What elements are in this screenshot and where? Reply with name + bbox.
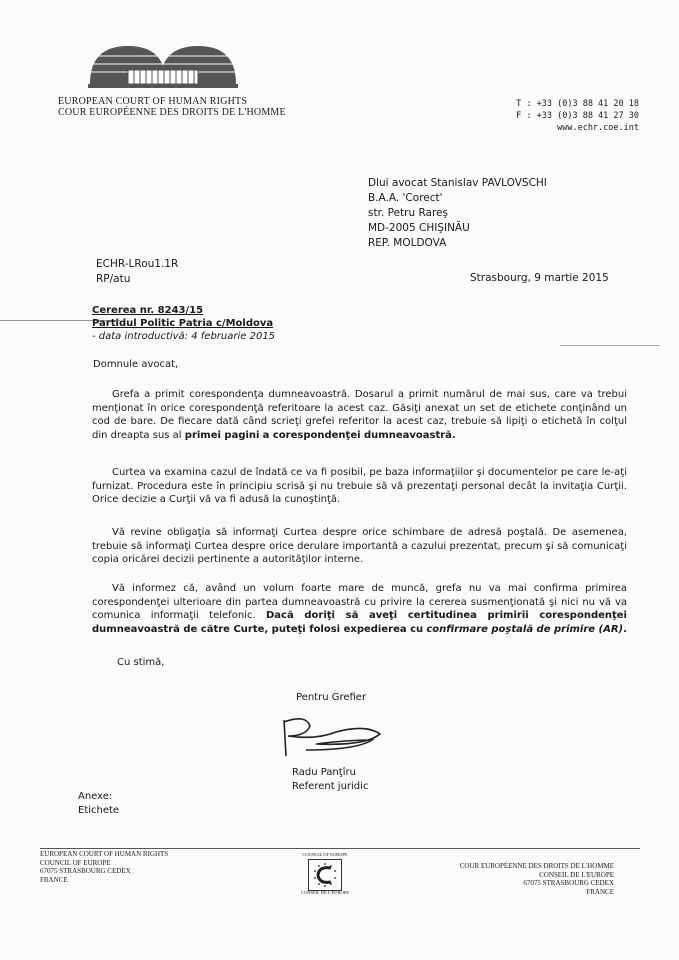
coe-logo-bottom-text: CONSEIL DE L'EUROPE	[300, 890, 350, 895]
paragraph-1-text: Grefa a primit corespondenţa dumneavoastră. Dosarul a primit numărul de mai sus, care va trebui menţionat în orice corespondenţă referitoare la acest caz. Găsiţi anexat un set de etichete conţinând un cod de bare. De fiecare dată când scrieţi grefei referitor la acest caz, trebuie să lipiţi o etichetă în colţul din dreapta sus al	[92, 389, 627, 441]
paragraph-3-text: Vă revine obligaţia să informaţi Curtea despre orice schimbare de adresă poştală. De asemenea, trebuie să informaţi Curtea despre orice derulare importantă a cazului prezentat, precum şi să comunicaţi copia oricărei decizii pertinente a autorităţilor interne.	[92, 527, 627, 565]
reference-block	[96, 257, 178, 287]
coe-logo-top-text: COUNCIL OF EUROPE	[302, 852, 348, 857]
scan-line	[560, 345, 660, 346]
court-name-en: EUROPEAN COURT OF HUMAN RIGHTS	[58, 96, 248, 107]
coe-emblem-icon	[309, 860, 341, 890]
annex-block	[78, 790, 119, 818]
council-of-europe-logo	[298, 852, 352, 896]
court-building-logo	[88, 40, 238, 92]
reference-code: ECHR-LRou1.1R	[96, 258, 179, 270]
telephone: T : +33 (0)3 88 41 20 18	[516, 99, 639, 109]
paragraph-4-text: Vă informez că, având un volum foarte mare de muncă, grefa nu va mai confirma primirea corespondenţei ulterioare din partea dumneavoastră cu privire la cererea susmenţionată şi nici nu vă va comunica informaţii telefonic.	[92, 583, 627, 621]
signatory-name: Radu Panţîru	[292, 767, 356, 778]
paragraph-1	[92, 388, 627, 442]
paragraph-4-bold: Dacă doriţi să aveţi certitudinea primirii corespondenţei dumneavoastră de către Curte, puteţi folosi expedierea cu	[92, 610, 627, 635]
footer-right-line: FRANCE	[586, 887, 614, 896]
case-title: Partidul Politic Patria c/Moldova	[92, 318, 274, 329]
on-behalf-label: Pentru Grefier	[296, 692, 367, 703]
handwritten-signature	[276, 710, 386, 762]
paragraph-2-text: Curtea va examina cazul de îndată ce va fi posibil, pe baza informaţiilor şi documentelor pe care le-aţi furnizat. Procedura este în principiu scrisă şi nu trebuie să vă prezentaţi personal decât la invitaţia Curţii. Orice decizie a Curţii vă va fi adusă la cunoştinţă.	[92, 467, 627, 505]
footer-left-line: FRANCE	[40, 875, 68, 884]
recipient-city: MD-2005 CHIŞINĂU	[368, 222, 470, 234]
fax: F : +33 (0)3 88 41 27 30	[516, 111, 639, 121]
footer-right-line: 67075 STRASBOURG CEDEX	[523, 879, 614, 887]
paragraph-4	[92, 582, 627, 636]
footer-left-line: EUROPEAN COURT OF HUMAN RIGHTS	[40, 850, 169, 858]
recipient-firm: B.A.A. 'Corect'	[368, 192, 443, 204]
recipient-name: Dlui avocat Stanislav PAVLOVSCHI	[368, 177, 547, 189]
footer-divider	[40, 848, 640, 849]
annex-label: Anexe:	[78, 791, 113, 802]
coe-logo-box	[308, 859, 342, 891]
recipient-street: str. Petru Rareş	[368, 207, 448, 219]
annex-item: Etichete	[78, 805, 120, 816]
paragraph-1-end: a corespondenţei dumneavoastră.	[262, 429, 456, 441]
recipient-country: REP. MOLDOVA	[368, 237, 447, 249]
intro-date: - data introductivă: 4 februarie 2015	[92, 331, 276, 342]
case-block	[92, 304, 275, 343]
footer-address-en	[40, 850, 168, 884]
paragraph-2	[92, 466, 627, 507]
footer-right-line: CONSEIL DE L'EUROPE	[539, 870, 614, 879]
paragraph-4-end: .	[623, 623, 627, 635]
website: www.echr.coe.int	[557, 123, 639, 133]
closing: Cu stimă,	[117, 657, 165, 668]
signatory-title: Referent juridic	[292, 781, 369, 792]
recipient-address	[368, 176, 547, 251]
footer-left-line: 67075 STRASBOURG CEDEX	[40, 867, 131, 875]
court-name-fr: COUR EUROPÉENNE DES DROITS DE L'HOMME	[58, 107, 286, 118]
reference-initials: RP/atu	[96, 273, 131, 285]
letter-date: Strasbourg, 9 martie 2015	[470, 272, 609, 284]
signatory-block	[292, 766, 368, 794]
footer-left-line: COUNCIL OF EUROPE	[40, 858, 111, 867]
application-number: Cererea nr. 8243/15	[92, 305, 204, 316]
paragraph-1-bold: primei pagini	[184, 429, 260, 441]
footer-address-fr	[460, 862, 614, 896]
paragraph-3	[92, 526, 627, 567]
greeting: Domnule avocat,	[93, 359, 179, 370]
paragraph-4-bold-italic: confirmare poştală de primire (AR)	[426, 623, 624, 635]
footer-right-line: COUR EUROPÉENNE DES DROITS DE L'HOMME	[459, 862, 614, 870]
